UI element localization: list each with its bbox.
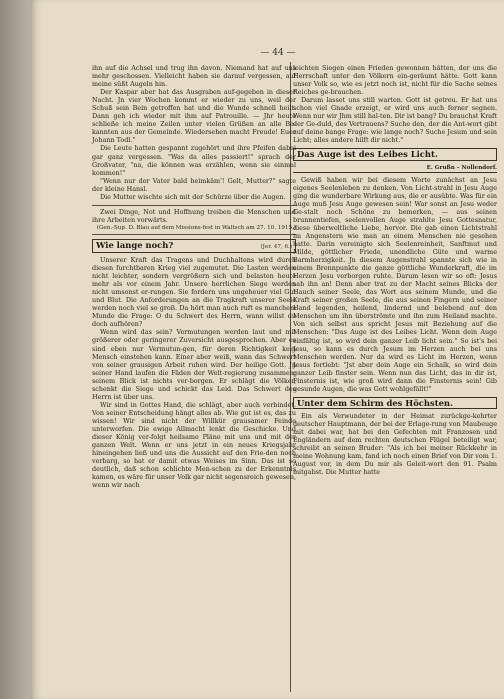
paragraph: "Wenn nur der Vater bald heimkäm'! Gelt, Mutter?" sagte der kleine Hansl. — [92, 176, 296, 193]
right-column — [293, 64, 497, 476]
section-heading — [92, 239, 296, 253]
paragraph: Gewiß haben wir bei diesem Worte zunächst an Jesu eigenes Seelenleben zu denken. Von Licht-strahl in Jesu Auge ging die wunderbare Wirkung aus, die er ausübte. Was für ein Auge muß Jesu Auge gewesen sein! War sonst an Jesu weder Ge-stalt noch Schöne zu bemerken, — aus seinen brunnentiefen, seelenvollen Auge strahlte Jesu Gottesnatur, diese überweltliche Liebe, hervor. Die gab einen Lichtstrahl im Angenstern wie man an einem Menschen nie gesehen hatte. Darin vereinigte sich Seelenreinheit, Sanftmut und Milde, göttlicher Friede, unendliche Güte und warme Barmherzigkeit. Jn diesem Augenstrahl spannte sich wie in einem Brennpunkte die ganze göttliche Wunderkraft, die im Herzen Jesu verborgen ruhte. Darum lesen wir so oft: Jesus sah ihn an! Denn aber trat zu der Macht seines Blicks der Hauch seiner Seele, das Wort aus seinem Munde, und die Kraft seiner großen Seele, die aus seinen Fingern und seiner Hand legenden, heilend, lindernd und belebend auf den Menschen um ihn überströmte und ihn zum Heiland machte. Von sich selbst aus spricht Jesus mit Beziehung auf die Menschen: "Das Auge ist des Leibes Licht. Wenn dein Auge einfältig ist, so wird dein ganzer Leib licht sein." So ist's bei Jesu, so kann es durch Jesum im Herzen auch bei uns Menschen werden. Nur da wird es Licht im Herzen, wenn Jesus fortlebt: "Jst aber dein Auge ein Schalk, so wird dein ganzer Leib finster sein. Wenn nun das Licht, das in dir ist, Finsternis ist, wie groß wird dann die Finsternis sein! Gib gesunde Augen, die was Gott wohlgefällt!" — [293, 175, 497, 393]
paragraph: Wir sind in Gottes Hand, die schlägt, aber auch verbindet. Von seiner Entscheidung hängt alles ab. Wie gut ist es, das zu wissen! Wir sind nicht der Willkür grausamer Feinde unterworfen. Die ewige Allmacht lenkt die Geschicke. Und dieser König ver-folgt heilsame Pläne mit uns und mit der ganzen Welt. Wenn er uns jetzt in ein neues Kriegsjahr hineingehen ließ und uns die Aussicht auf den Frie-den noch verbarg, so hat er damit etwas Weises im Sinn. Das ist so deutlich, daß schon schlichte Men-schen zu der Erkenntnis kamen, es wäre für unser Volk gar nicht segensreich gewesen, wenn wir nach — [92, 400, 296, 490]
quote-text: Zwei Dinge, Not und Hoffnung treiben die Menschen und ihre Arbeiten vorwärts. — [92, 207, 296, 224]
paragraph: Die Leute hatten gespannt zugehört und ihre Pfeifen dabei gar ganz vergessen. "Was da alles passiert!" sprach der Großvater, "na, die können was erzählen, wenn sie einmal kommen!" — [92, 144, 296, 177]
section-author: E. Grußn – Nollendorf. — [293, 164, 497, 173]
section-heading — [293, 148, 497, 160]
paragraph: Die Mutter wischte sich mit der Schürze über die Augen. — [100, 192, 286, 201]
paragraph: ihn auf die Achsel und trug ihn davon. Niemand hat auf uns mehr geschossen. Vielleicht haben sie darauf vergessen, auf meine süßt Augeln hin. — [92, 64, 296, 89]
quote-box — [92, 205, 296, 235]
paragraph: Darum lasset uns still warten. Gott ist getreu. Er hat uns schon viel Gnade erzeigt, er wird uns auch ferner segnen. Wenn nur wir Jhm still hal-ten. Dir ist bang? Du brauchst Kraft der Ge-duld, des Vertrauens? Suche den, der die Ant-wort gibt auf deine bange Frage: wie lange noch? Suche Jesum und sein Licht; alles andere hilft dir nicht." — [293, 96, 497, 145]
book-spine — [0, 0, 30, 699]
section-title: Wie lange noch? — [96, 239, 174, 250]
paragraph: Ein als Verwundeter in der Heimat zurückge-kehrter deutscher Hauptmann, der bei der Erlage-rung von Maubeuge mit dabei war, hat bei den Gefechten mit Franzosen und Engländern auf dem rechten deutschen Flügel beteiligt war, schreibt an seinen Bruder: "Als ich bei meiner Rückkehr in meine Wohnung kam, fand ich noch einen Brief von Dir vom 1. August vor, in dem Du mir als Geleit-wort den 91. Psalm mitgabst. Die Mutter hatte — [293, 411, 497, 477]
paragraph: Wenn wird das sein? Vermutungen werden laut und mit größerer oder geringerer Zuversicht ausgesprochen. Aber es sind eben nur Vermutun-gen, für deren Richtigkeit kein Mensch einstehen kann. Einer aber weiß, wann das Schwert von seiner grausigen Arbeit ruhen wird. Der heilige Gott. Jn seiner Hand laufen die Fäden der Welt-regierung zusammen; seinem Blick ist nichts ver-borgen. Er schlägt die Völker, schenkt die Siege und schickt das Leid. Das Schwert des Herrn ist über uns. — [92, 328, 296, 401]
paragraph: Der Kaspar aber hat das Ausgraben auf-gegeben in dieser Nacht. Jn vier Wochen kommt er wieder zu uns, weil der Schuß sein Bein getroffen hat und die Wunde schnell heilt. Dann geh ich wieder mit ihm auf Patrouille. — Jhr heute schließe ich meine Zeilen unter vielen Grüßen an alle Be-kannten aus der Gemeinde. Wiedersehen macht Freude! Euer Johann Todl." — [92, 88, 296, 145]
page-number: — 44 — — [260, 48, 296, 58]
section-title: Unter dem Schirm des Höchsten. — [297, 397, 453, 408]
section-reference: (Jer. 47, 6.) — [260, 243, 292, 250]
section-title: Das Auge ist des Leibes Licht. — [297, 149, 438, 160]
left-column — [92, 64, 296, 489]
paragraph: Unserer Kraft das Tragens und Duchhaltens wird durch diesen furchtbaren Krieg viel zugemutet. Die Lasten werden nicht leichter, sondern vergrößern sich und belasten heute mehr als vor einem Jahr. Unsere herrlichen Siege werden nicht umsonst er-rungen. Sie fordern uns ungeheuer viel Gut und Blut. Die Anforderungen an die Tragkraft unserer Seele werden noch viel so groß. Da hört man auch ruft es manchem Munde die Frage: O du Schwert des Herrn, wann willst du doch aufhören? — [92, 255, 296, 329]
quote-source: (Gen.-Sup. D. Blau auf dem Missions-fest in Waltsch am 27. 10. 1915.) — [96, 224, 296, 231]
paragraph: leichten Siegen einen Frieden gewonnen hätten, der uns die Herrschaft unter den Völkern ein-geräumt hätte. Gott kann unser Volk so, wie es jetzt noch ist, nicht für die Sache seines Reiches ge-brauchen. — [293, 64, 497, 97]
section-heading — [293, 397, 497, 409]
